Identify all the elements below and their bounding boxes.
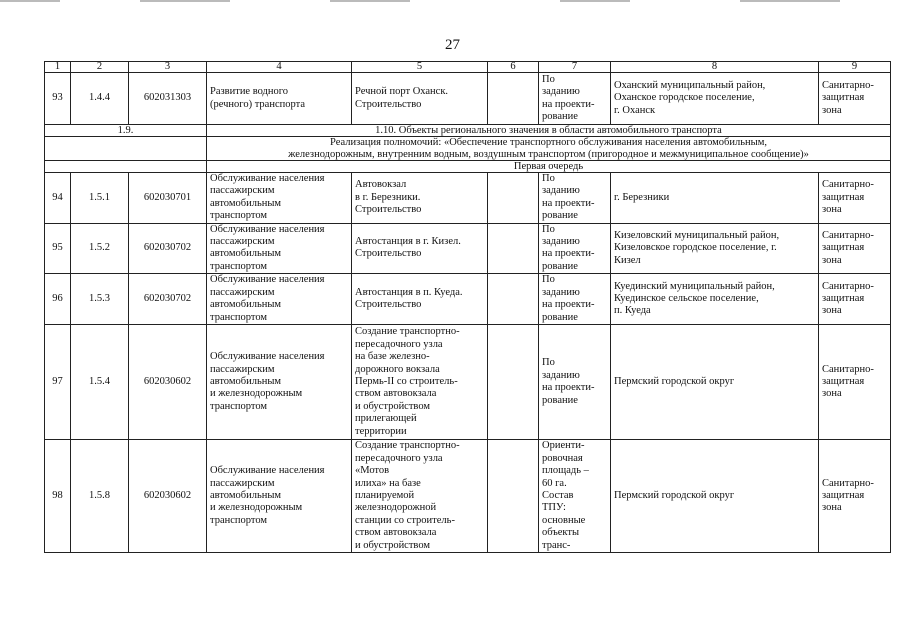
row-col6 xyxy=(488,274,539,325)
row-col6 xyxy=(488,73,539,125)
row-params: Ориенти- ровочная площадь – 60 га. Состав ТПУ: основные объекты транс- xyxy=(539,440,611,553)
row-code: 1.4.4 xyxy=(71,73,129,125)
column-number: 5 xyxy=(352,62,488,73)
row-object: Речной порт Оханск. Строительство xyxy=(352,73,488,125)
row-zone: Санитарно- защитная зона xyxy=(819,325,891,440)
row-object: Создание транспортно- пересадочного узла на базе железно- дорожного вокзала Пермь-II со строитель- ством автовокзала и обустройством прилегающей территории xyxy=(352,325,488,440)
row-location: г. Березники xyxy=(611,173,819,224)
column-number: 8 xyxy=(611,62,819,73)
row-zone: Санитарно- защитная зона xyxy=(819,274,891,325)
page-number: 27 xyxy=(445,37,460,53)
row-params: По заданию на проекти- рование xyxy=(539,73,611,125)
row-location: Куединский муниципальный район, Куединское сельское поселение, п. Куеда xyxy=(611,274,819,325)
scan-top-edge xyxy=(0,0,905,3)
table-row xyxy=(45,223,891,274)
column-number: 4 xyxy=(207,62,352,73)
row-params: По заданию на проекти- рование xyxy=(539,274,611,325)
table-row xyxy=(45,173,891,224)
row-purpose: Обслуживание населения пассажирским автомобильным и железнодорожным транспортом xyxy=(207,440,352,553)
row-object: Автостанция в п. Куеда. Строительство xyxy=(352,274,488,325)
table-row xyxy=(45,440,891,553)
table-row xyxy=(45,325,891,440)
row-purpose: Обслуживание населения пассажирским автомобильным транспортом xyxy=(207,173,352,224)
row-number: 95 xyxy=(45,223,71,274)
authority-spacer xyxy=(45,137,207,161)
row-zone: Санитарно- защитная зона xyxy=(819,440,891,553)
row-object: Автостанция в г. Кизел. Строительство xyxy=(352,223,488,274)
row-zone: Санитарно- защитная зона xyxy=(819,173,891,224)
column-number: 2 xyxy=(71,62,129,73)
column-number: 9 xyxy=(819,62,891,73)
column-number: 1 xyxy=(45,62,71,73)
column-number: 6 xyxy=(488,62,539,73)
row-number: 96 xyxy=(45,274,71,325)
authority-row xyxy=(45,137,891,161)
row-purpose: Обслуживание населения пассажирским автомобильным транспортом xyxy=(207,274,352,325)
row-id: 602030702 xyxy=(129,274,207,325)
table-row xyxy=(45,73,891,125)
row-params: По заданию на проекти- рование xyxy=(539,173,611,224)
row-code: 1.5.8 xyxy=(71,440,129,553)
row-col6 xyxy=(488,223,539,274)
row-location: Кизеловский муниципальный район, Кизеловское городское поселение, г. Кизел xyxy=(611,223,819,274)
row-number: 93 xyxy=(45,73,71,125)
row-zone: Санитарно- защитная зона xyxy=(819,223,891,274)
row-id: 602030602 xyxy=(129,325,207,440)
row-id: 602030702 xyxy=(129,223,207,274)
row-params: По заданию на проекти- рование xyxy=(539,325,611,440)
column-number-row xyxy=(45,62,891,73)
row-number: 94 xyxy=(45,173,71,224)
column-number: 3 xyxy=(129,62,207,73)
row-zone: Санитарно- защитная зона xyxy=(819,73,891,125)
row-purpose: Обслуживание населения пассажирским автомобильным транспортом xyxy=(207,223,352,274)
document-table xyxy=(44,61,891,553)
row-id: 602030602 xyxy=(129,440,207,553)
row-code: 1.5.2 xyxy=(71,223,129,274)
row-object: Автовокзал в г. Березники. Строительство xyxy=(352,173,488,224)
row-code: 1.5.3 xyxy=(71,274,129,325)
row-purpose: Обслуживание населения пассажирским автомобильным и железнодорожным транспортом xyxy=(207,325,352,440)
row-location: Пермский городской округ xyxy=(611,440,819,553)
column-number: 7 xyxy=(539,62,611,73)
row-location: Оханский муниципальный район, Оханское городское поселение, г. Оханск xyxy=(611,73,819,125)
row-code: 1.5.1 xyxy=(71,173,129,224)
row-col6 xyxy=(488,173,539,224)
section-row xyxy=(45,125,891,137)
stage-title: Первая очередь xyxy=(207,161,891,173)
section-number: 1.9. xyxy=(45,125,207,137)
authority-text: Реализация полномочий: «Обеспечение транспортного обслуживания населения автомобильным, железнодорожным, внутренним водным, воздушным транспортом (пригородное и межмуниципальное сообщение)» xyxy=(207,137,891,161)
table-row xyxy=(45,274,891,325)
row-object: Создание транспортно- пересадочного узла «Мотов илиха» на базе планируемой железнодорожной станции со строитель- ством автовокзала и обустройством xyxy=(352,440,488,553)
row-location: Пермский городской округ xyxy=(611,325,819,440)
section-title: 1.10. Объекты регионального значения в области автомобильного транспорта xyxy=(207,125,891,137)
row-id: 602031303 xyxy=(129,73,207,125)
stage-row xyxy=(45,161,891,173)
row-col6 xyxy=(488,325,539,440)
row-col6 xyxy=(488,440,539,553)
row-number: 97 xyxy=(45,325,71,440)
stage-spacer xyxy=(45,161,207,173)
row-params: По заданию на проекти- рование xyxy=(539,223,611,274)
row-id: 602030701 xyxy=(129,173,207,224)
row-code: 1.5.4 xyxy=(71,325,129,440)
row-number: 98 xyxy=(45,440,71,553)
row-purpose: Развитие водного (речного) транспорта xyxy=(207,73,352,125)
